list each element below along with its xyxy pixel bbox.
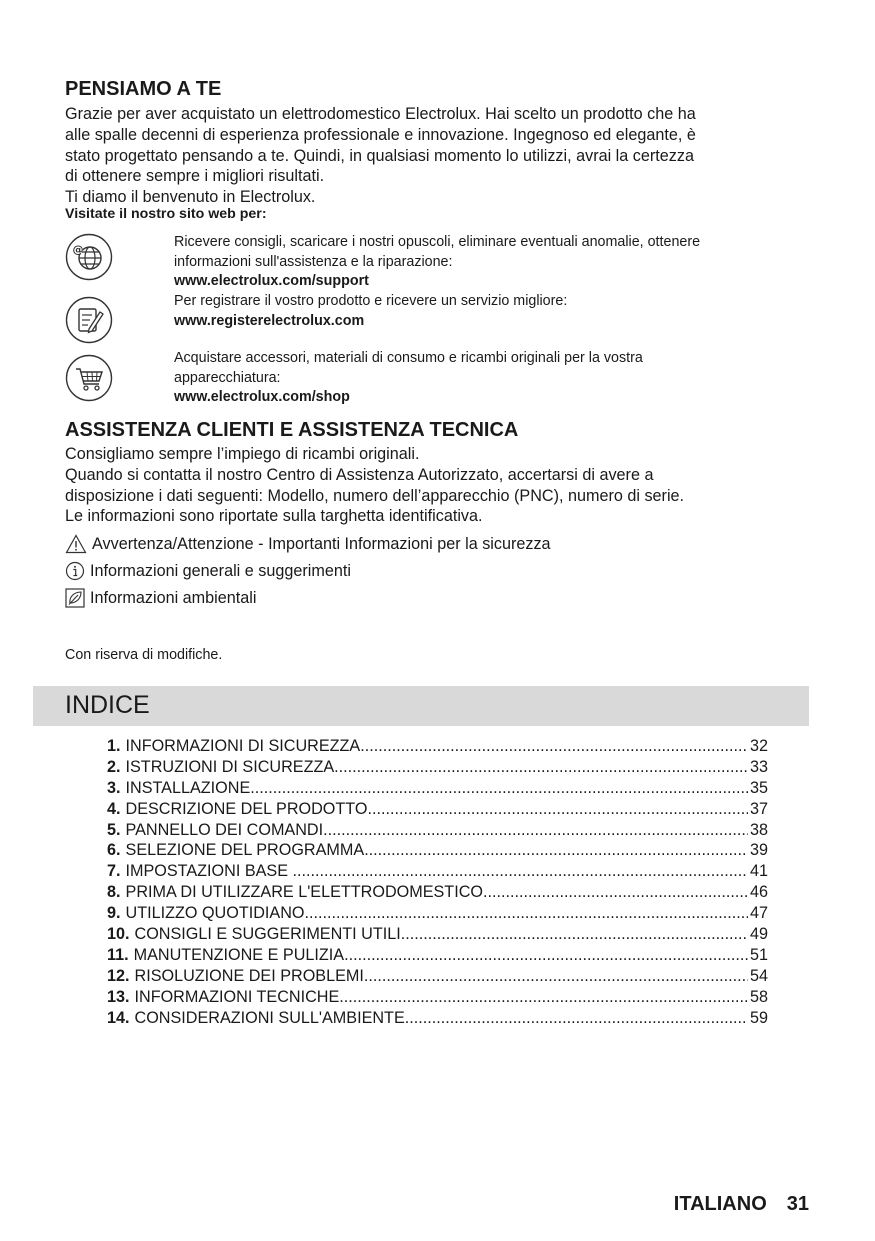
toc-dot-leader	[323, 821, 748, 840]
toc-entry[interactable]	[107, 967, 768, 988]
toc-page: 37	[749, 799, 768, 818]
toc-dot-leader	[364, 841, 748, 860]
toc-number: 8.	[107, 883, 121, 902]
link-row-shop	[174, 349, 814, 408]
toc-label: DESCRIZIONE DEL PRODOTTO	[125, 799, 368, 818]
toc-number: 10.	[107, 925, 130, 944]
toc-entry[interactable]	[107, 758, 768, 779]
toc-page: 35	[749, 778, 768, 797]
toc-label: ISTRUZIONI DI SICUREZZA	[125, 757, 335, 776]
svg-text:@: @	[72, 243, 84, 256]
toc-number: 7.	[107, 862, 121, 881]
leaf-icon	[65, 588, 85, 608]
toc-page: 49	[749, 925, 768, 944]
toc-label: PRIMA DI UTILIZZARE L'ELETTRODOMESTICO	[125, 883, 483, 902]
toc-entry[interactable]	[107, 779, 768, 800]
toc-entry[interactable]	[107, 800, 768, 821]
toc-dot-leader	[339, 988, 748, 1007]
support-line: disposizione i dati seguenti: Modello, numero dell’apparecchio (PNC), numero di serie.	[65, 486, 685, 505]
link-row-register	[174, 292, 814, 331]
toc-entry[interactable]	[107, 925, 768, 946]
link-text: Per registrare il vostro prodotto e ricevere un servizio migliore:	[174, 293, 568, 309]
support-line: Quando si contatta il nostro Centro di Assistenza Autorizzato, accertarsi di avere a	[65, 465, 654, 484]
legend-environment	[65, 587, 256, 609]
support-line: Le informazioni sono riportate sulla targhetta identificativa.	[65, 507, 483, 526]
warning-triangle-icon	[65, 534, 87, 554]
table-of-contents	[107, 737, 768, 1029]
toc-number: 13.	[107, 987, 130, 1006]
toc-number: 2.	[107, 757, 121, 776]
toc-page: 41	[749, 862, 768, 881]
toc-dot-leader	[334, 758, 748, 777]
toc-dot-leader	[344, 946, 748, 965]
toc-page: 38	[749, 820, 768, 839]
welcome-line: stato progettato pensando a te. Quindi, in qualsiasi momento lo utilizzi, avrai la certezza	[65, 146, 694, 165]
legend-text: Informazioni generali e suggerimenti	[90, 561, 351, 580]
visit-label: Visitate il nostro sito web per:	[65, 206, 267, 222]
disclaimer: Con riserva di modifiche.	[65, 647, 223, 663]
toc-entry[interactable]	[107, 904, 768, 925]
index-header-bar	[33, 686, 809, 726]
toc-page: 51	[749, 945, 768, 964]
link-text: informazioni sull'assistenza e la riparazione:	[174, 253, 453, 270]
toc-dot-leader	[250, 779, 748, 798]
legend-info	[65, 560, 351, 582]
toc-page: 32	[749, 737, 768, 755]
welcome-line: alle spalle decenni di esperienza professionale e innovazione. Ingegnoso ed elegante, è	[65, 125, 696, 144]
toc-entry[interactable]	[107, 946, 768, 967]
toc-label: INSTALLAZIONE	[125, 778, 251, 797]
toc-number: 12.	[107, 966, 130, 985]
toc-number: 9.	[107, 904, 121, 923]
toc-page: 39	[749, 841, 768, 860]
support-line: Consigliamo sempre l’impiego di ricambi originali.	[65, 445, 420, 463]
toc-label: RISOLUZIONE DEI PROBLEMI	[134, 966, 364, 985]
toc-dot-leader	[293, 862, 748, 881]
toc-page: 47	[749, 904, 768, 923]
toc-number: 3.	[107, 778, 121, 797]
shop-url-link[interactable]: www.electrolux.com/shop	[174, 389, 350, 405]
link-text: apparecchiatura:	[174, 369, 281, 386]
support-paragraph	[65, 444, 810, 527]
link-text: Ricevere consigli, scaricare i nostri opuscoli, eliminare eventuali anomalie, ottenere	[174, 234, 701, 250]
toc-label: UTILIZZO QUOTIDIANO	[125, 904, 305, 923]
support-title: ASSISTENZA CLIENTI E ASSISTENZA TECNICA	[65, 419, 519, 441]
toc-label: INFORMAZIONI TECNICHE	[134, 987, 340, 1006]
toc-page: 58	[749, 987, 768, 1006]
register-url-link[interactable]: www.registerelectrolux.com	[174, 312, 365, 329]
welcome-line: Ti diamo il benvenuto in Electrolux.	[65, 188, 316, 207]
toc-dot-leader	[367, 800, 748, 819]
link-text: Acquistare accessori, materiali di consumo e ricambi originali per la vostra	[174, 350, 643, 366]
footer-language: ITALIANO	[673, 1193, 767, 1215]
page-footer	[674, 1193, 809, 1216]
globe-at-icon	[65, 233, 113, 281]
toc-label: MANUTENZIONE E PULIZIA	[133, 945, 345, 964]
legend-warning	[65, 533, 551, 555]
toc-label: PANNELLO DEI COMANDI	[125, 820, 324, 839]
toc-entry[interactable]	[107, 821, 768, 842]
toc-label: SELEZIONE DEL PROGRAMMA	[125, 841, 365, 860]
toc-page: 33	[749, 757, 768, 776]
toc-dot-leader	[360, 737, 748, 756]
toc-number: 14.	[107, 1008, 130, 1027]
toc-dot-leader	[483, 883, 748, 902]
toc-dot-leader	[405, 1009, 748, 1028]
register-pencil-icon	[65, 296, 113, 344]
toc-label: IMPOSTAZIONI BASE	[125, 862, 293, 881]
index-title: INDICE	[65, 691, 150, 719]
toc-label: CONSIDERAZIONI SULL'AMBIENTE	[134, 1008, 405, 1027]
welcome-line: Grazie per aver acquistato un elettrodomestico Electrolux. Hai scelto un prodotto che ha	[65, 105, 696, 123]
toc-page: 46	[749, 883, 768, 902]
toc-number: 5.	[107, 820, 121, 839]
toc-entry[interactable]	[107, 988, 768, 1009]
toc-entry[interactable]	[107, 883, 768, 904]
toc-dot-leader	[304, 904, 748, 923]
support-url-link[interactable]: www.electrolux.com/support	[174, 273, 369, 289]
welcome-line: di ottenere sempre i migliori risultati.	[65, 167, 325, 186]
toc-page: 59	[749, 1008, 768, 1027]
toc-number: 11.	[107, 945, 129, 964]
toc-number: 1.	[107, 737, 121, 755]
toc-number: 6.	[107, 841, 121, 860]
toc-label: CONSIGLI E SUGGERIMENTI UTILI	[134, 925, 401, 944]
welcome-paragraph	[65, 104, 810, 208]
toc-entry[interactable]	[107, 862, 768, 883]
legend-text: Avvertenza/Attenzione - Importanti Informazioni per la sicurezza	[92, 534, 551, 553]
welcome-title: PENSIAMO A TE	[65, 78, 222, 100]
toc-entry[interactable]	[107, 737, 768, 758]
toc-dot-leader	[364, 967, 748, 986]
toc-label: INFORMAZIONI DI SICUREZZA	[125, 737, 361, 755]
shopping-cart-icon	[65, 354, 113, 402]
toc-entry[interactable]	[107, 1009, 768, 1030]
toc-dot-leader	[401, 925, 748, 944]
legend-text: Informazioni ambientali	[90, 588, 257, 607]
link-row-support	[174, 233, 814, 292]
footer-page-number: 31	[786, 1193, 809, 1215]
toc-number: 4.	[107, 799, 121, 818]
info-icon	[65, 561, 85, 581]
toc-page: 54	[749, 966, 768, 985]
toc-entry[interactable]	[107, 841, 768, 862]
